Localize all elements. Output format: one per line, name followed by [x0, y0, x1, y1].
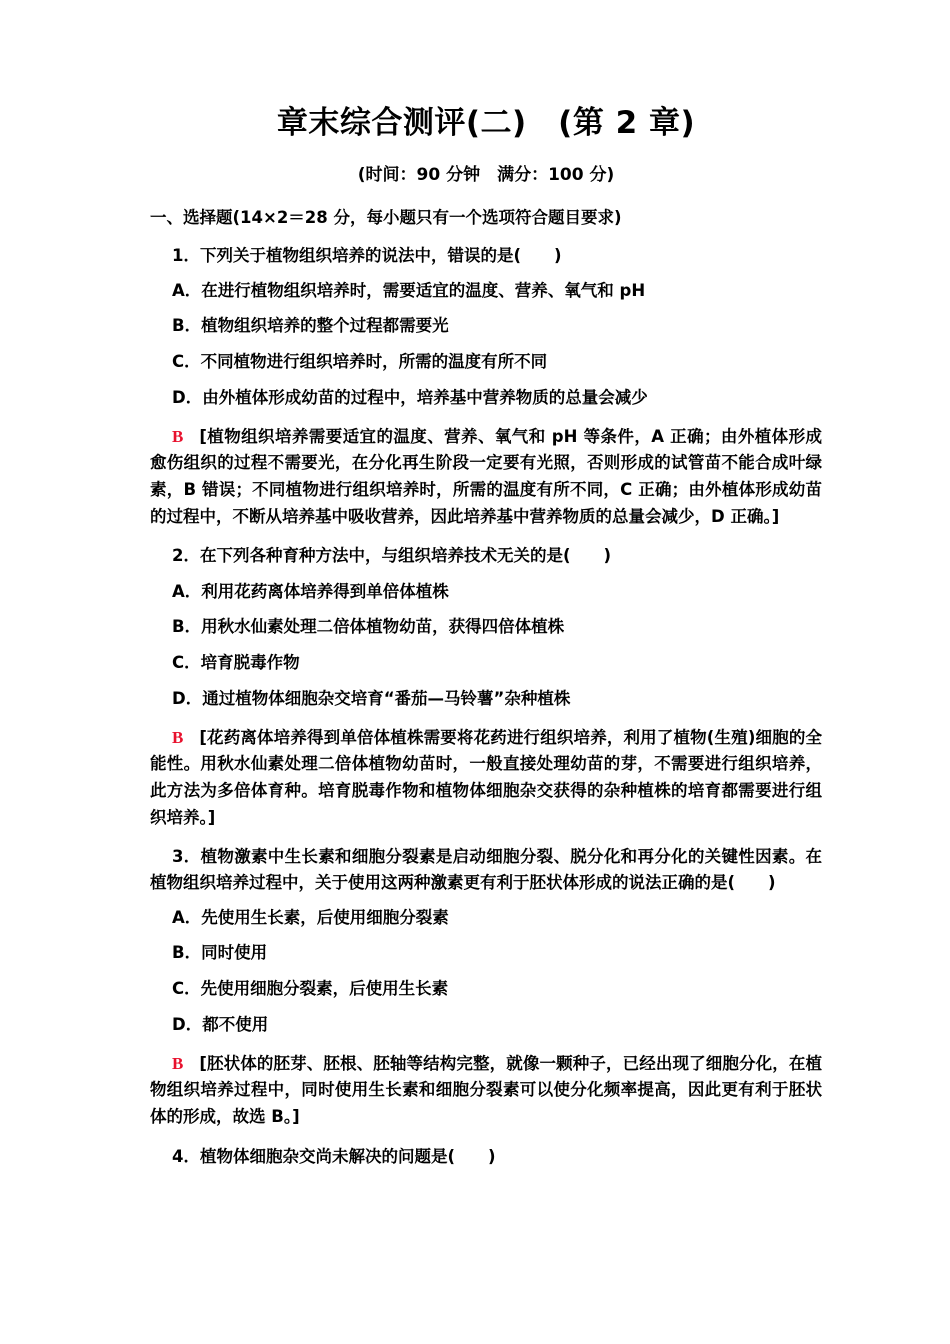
- question-option: A．先使用生长素，后使用细胞分裂素: [172, 907, 449, 927]
- answer-explanation: [150, 1050, 822, 1131]
- question-option: D．通过植物体细胞杂交培育“番茄—马铃薯”杂种植株: [172, 688, 571, 708]
- question-option: D．由外植体形成幼苗的过程中，培养基中营养物质的总量会减少: [172, 387, 648, 407]
- question-option: B．用秋水仙素处理二倍体植物幼苗，获得四倍体植株: [172, 617, 565, 637]
- question-stem: 3．植物激素中生长素和细胞分裂素是启动细胞分裂、脱分化和再分化的关键性因素。在植物组织培养过程中，关于使用这两种激素更有利于胚状体形成的说法正确的是( ): [150, 847, 822, 892]
- question-stem: 2．在下列各种育种方法中，与组织培养技术无关的是( ): [172, 546, 612, 566]
- answer-explanation: [150, 724, 822, 832]
- answer-key-badge: B: [172, 727, 184, 747]
- question-stem: 1．下列关于植物组织培养的说法中，错误的是( ): [172, 245, 562, 265]
- question-option: C．培育脱毒作物: [172, 653, 300, 673]
- question-option: C．先使用细胞分裂素，后使用生长素: [172, 979, 449, 999]
- page-content: [150, 0, 822, 1169]
- section-heading-multiple-choice: 一、选择题(14×2＝28 分，每小题只有一个选项符合题目要求): [150, 207, 622, 227]
- explanation-text: [胚状体的胚芽、胚根、胚轴等结构完整，就像一颗种子，已经出现了细胞分化，在植物组织培养过程中，同时使用生长素和细胞分裂素可以使分化频率提高，因此更有利于胚状体的形成，故选 B。]: [150, 1053, 822, 1127]
- question-option: A．利用花药离体培养得到单倍体植株: [172, 581, 449, 601]
- explanation-text: [植物组织培养需要适宜的温度、营养、氧气和 pH 等条件，A 正确；由外植体形成愈伤组织的过程不需要光，在分化再生阶段一定要有光照，否则形成的试管苗不能合成叶绿素，B 错误；不同植物进行组织培养时，所需的温度有所不同，C 正确；由外植体形成幼苗的过程中，不断从培养基中吸收营养，因此培养基中营养物质的总量会减少，D 正确。]: [150, 426, 822, 526]
- question-option: B．植物组织培养的整个过程都需要光: [172, 316, 449, 336]
- answer-key-badge: B: [172, 426, 184, 446]
- exam-info-subtitle: (时间：90 分钟 满分：100 分): [357, 164, 615, 185]
- explanation-text: [花药离体培养得到单倍体植株需要将花药进行组织培养，利用了植物(生殖)细胞的全能性。用秋水仙素处理二倍体植物幼苗时，一般直接处理幼苗的芽，不需要进行组织培养，此方法为多倍体育种。培育脱毒作物和植物体细胞杂交获得的杂种植株的培育都需要进行组织培养。]: [150, 727, 822, 827]
- question-option: D．都不使用: [172, 1014, 269, 1034]
- page-title: 章末综合测评(二) (第 2 章): [276, 105, 696, 141]
- question-stem: 4．植物体细胞杂交尚未解决的问题是( ): [172, 1146, 496, 1166]
- question-option: C．不同植物进行组织培养时，所需的温度有所不同: [172, 352, 548, 372]
- answer-key-badge: B: [172, 1053, 184, 1073]
- question-option: B．同时使用: [172, 943, 268, 963]
- question-option: A．在进行植物组织培养时，需要适宜的温度、营养、氧气和 pH: [172, 280, 646, 300]
- answer-explanation: [150, 423, 822, 531]
